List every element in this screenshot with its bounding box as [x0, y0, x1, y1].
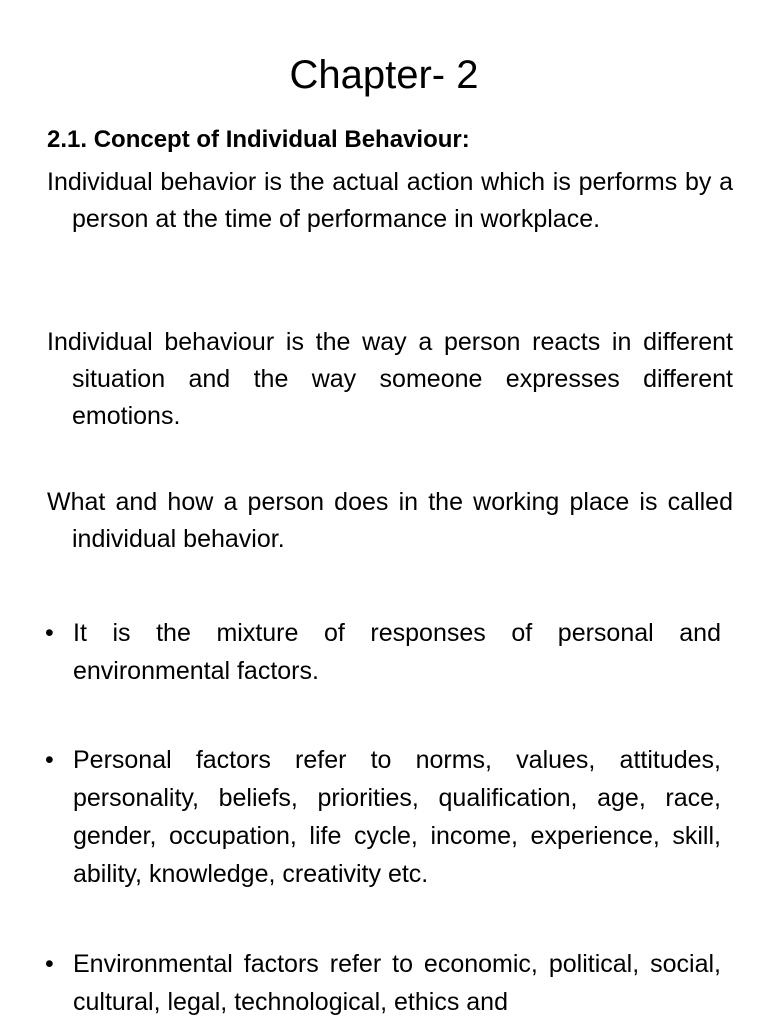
paragraph-definition-3: What and how a person does in the working place is called individual behavior. — [47, 488, 733, 553]
section-heading: 2.1. Concept of Individual Behaviour: — [47, 126, 470, 153]
paragraph-definition-1: Individual behavior is the actual action which is performs by a person at the time of performance in workplace. — [47, 168, 733, 233]
bullet-icon: • — [45, 950, 54, 978]
bullet-text: It is the mixture of responses of personal and environmental factors. — [73, 619, 721, 685]
paragraph-definition-2: Individual behaviour is the way a person reacts in different situation and the way someone expresses different emotions. — [47, 328, 733, 430]
bullet-icon: • — [45, 746, 54, 774]
bullet-icon: • — [45, 619, 54, 647]
bullet-item — [45, 614, 721, 690]
bullet-text: Personal factors refer to norms, values, attitudes, personality, beliefs, priorities, qualification, age, race, gender, occupation, life cycle, income, experience, skill, ability, knowledge, creativity etc. — [73, 746, 721, 888]
bullet-text: Environmental factors refer to economic, political, social, cultural, legal, technological, ethics and — [73, 950, 721, 1016]
slide-title: Chapter- 2 — [289, 53, 479, 97]
bullet-item — [45, 945, 721, 1021]
bullet-item — [45, 741, 721, 893]
